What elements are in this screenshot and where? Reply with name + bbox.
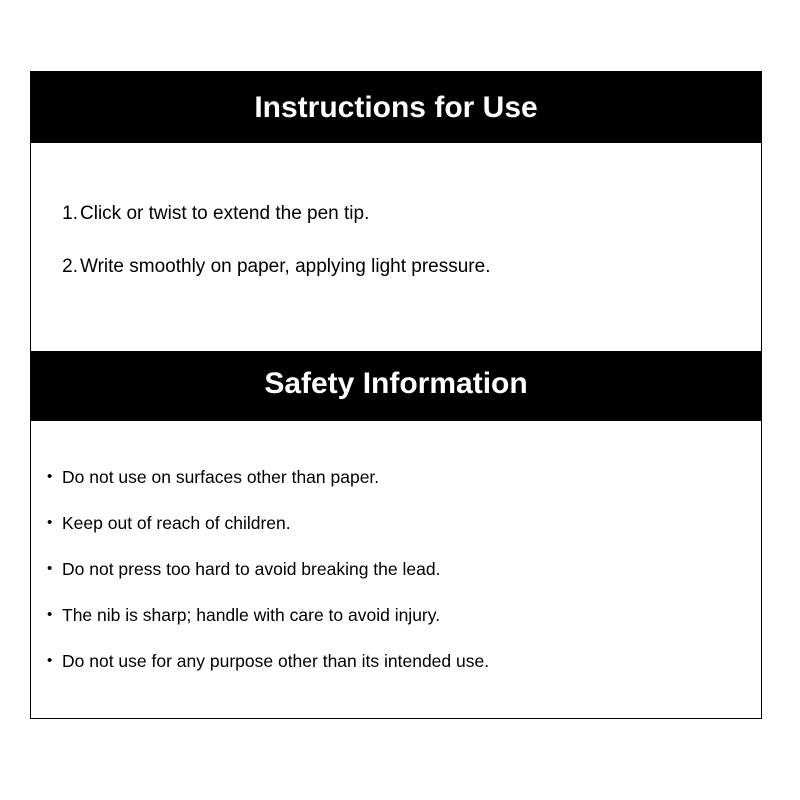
instruction-step: [31, 254, 761, 280]
safety-item: [31, 603, 761, 627]
instruction-card: [30, 71, 762, 719]
safety-item: [31, 511, 761, 535]
safety-item: [31, 465, 761, 489]
safety-list: [31, 465, 761, 673]
safety-item-text: Keep out of reach of children.: [62, 513, 291, 533]
bullet-icon: •: [47, 652, 53, 669]
bullet-icon: •: [47, 514, 53, 531]
safety-item: [31, 557, 761, 581]
instructions-header: Instructions for Use: [31, 72, 761, 143]
safety-item-text: Do not use for any purpose other than its intended use.: [62, 651, 490, 671]
bullet-icon: •: [47, 468, 53, 485]
safety-header: Safety Information: [31, 351, 761, 421]
safety-item: [31, 649, 761, 673]
step-number: 2.: [62, 256, 78, 277]
safety-item-text: The nib is sharp; handle with care to avoid injury.: [62, 605, 441, 625]
step-number: 1.: [62, 203, 78, 224]
safety-section: [31, 421, 761, 673]
bullet-icon: •: [47, 606, 53, 623]
instruction-step: [31, 201, 761, 227]
step-text: Click or twist to extend the pen tip.: [80, 203, 370, 224]
safety-item-text: Do not press too hard to avoid breaking the lead.: [62, 559, 441, 579]
instructions-section: [31, 143, 761, 351]
step-text: Write smoothly on paper, applying light pressure.: [80, 256, 491, 277]
instructions-list: [31, 201, 761, 280]
safety-item-text: Do not use on surfaces other than paper.: [62, 467, 380, 487]
bullet-icon: •: [47, 560, 53, 577]
